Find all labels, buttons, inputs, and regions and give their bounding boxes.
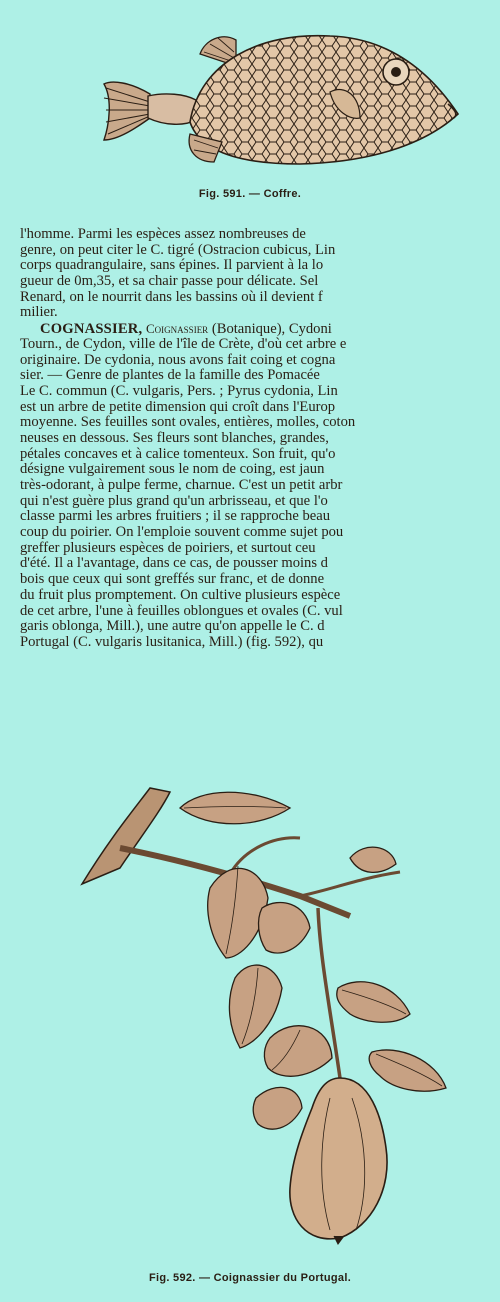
text-line: milier. — [20, 304, 58, 321]
text-line: garis oblonga, Mill.), une autre qu'on appelle le C. d — [20, 618, 325, 635]
text-line: coup du poirier. On l'emploie souvent comme sujet pou — [20, 524, 344, 541]
text-line: Renard, on le nourrit dans les bassins où il devient f — [20, 288, 323, 305]
text-line: très-odorant, à pulpe ferme, charnue. C'est un petit arbr — [20, 477, 343, 493]
boxfish-illustration — [0, 22, 500, 172]
text-line: genre, on peut citer le C. tigré (Ostracion cubicus, Lin — [20, 241, 336, 258]
entry-heading-line — [20, 321, 500, 337]
entry-headword: COGNASSIER, — [40, 321, 143, 338]
text-line: est un arbre de petite dimension qui croît dans l'Europ — [20, 398, 336, 415]
figure-592-caption: Fig. 592. — Coignassier du Portugal. — [148, 1272, 352, 1284]
quince-branch-illustration — [0, 778, 500, 1258]
text-line: Portugal (C. vulgaris lusitanica, Mill.) (fig. 592), qu — [20, 633, 324, 650]
text-line: sier. — Genre de plantes de la famille des Pomacée — [20, 367, 320, 384]
text-line: désigne vulgairement sous le nom de coing, est jaun — [20, 461, 325, 478]
article-text — [20, 227, 500, 651]
text-line: gueur de 0m,35, et sa chair passe pour délicate. Sel — [20, 273, 319, 290]
text-line: corps quadrangulaire, sans épines. Il parvient à la lo — [20, 257, 324, 274]
entry-heading-rest: (Botanique), Cydoni — [208, 321, 332, 338]
text-line: moyenne. Ses feuilles sont ovales, entières, molles, coton — [20, 414, 356, 431]
text-line: du fruit plus promptement. On cultive plusieurs espèce — [20, 586, 341, 603]
text-line: Tourn., de Cydon, ville de l'île de Crète, d'où cet arbre e — [20, 335, 347, 352]
entry-variant: Coignassier — [146, 321, 209, 337]
text-line: l'homme. Parmi les espèces assez nombreuses de — [20, 227, 306, 242]
text-line: d'été. Il a l'avantage, dans ce cas, de pousser moins d — [20, 555, 328, 572]
text-line: qui n'est guère plus grand qu'un arbrisseau, et que l'o — [20, 492, 328, 509]
text-line: greffer plusieurs espèces de poiriers, et surtout ceu — [20, 539, 316, 556]
text-line: neuses en dessous. Ses fleurs sont blanches, grandes, — [20, 429, 329, 446]
text-line: classe parmi les arbres fruitiers ; il se rapproche beau — [20, 508, 330, 525]
figure-591-caption: Fig. 591. — Coffre. — [198, 188, 302, 200]
text-line: pétales concaves et à calice tomenteux. Son fruit, qu'o — [20, 445, 336, 462]
text-line: Le C. commun (C. vulgaris, Pers. ; Pyrus cydonia, Lin — [20, 382, 338, 399]
text-line: de cet arbre, l'une à feuilles oblongues et ovales (C. vul — [20, 602, 343, 619]
text-line: originaire. De cydonia, nous avons fait coing et cogna — [20, 351, 336, 368]
text-line: bois que ceux qui sont greffés sur franc, et de donne — [20, 571, 325, 588]
